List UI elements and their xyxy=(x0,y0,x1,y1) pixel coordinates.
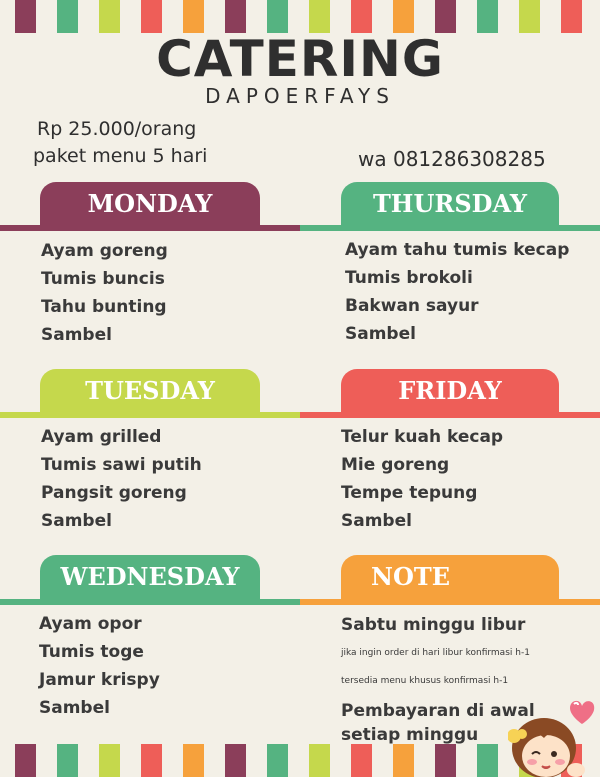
list-item: Sambel xyxy=(39,698,110,718)
list-item: Pangsit goreng xyxy=(41,483,187,503)
note-item: Sabtu minggu libur xyxy=(341,615,526,635)
note-item: setiap minggu xyxy=(341,725,479,745)
note-list xyxy=(341,611,535,749)
wednesday-menu-list xyxy=(39,610,160,722)
stripe-block xyxy=(99,744,120,777)
stripe-block xyxy=(519,0,540,33)
stripe-block xyxy=(57,0,78,33)
wednesday-header: WEDNESDAY xyxy=(40,555,260,603)
stripe-block xyxy=(183,0,204,33)
stripe-block xyxy=(267,744,288,777)
note-small-text: tersedia menu khusus konfirmasi h-1 xyxy=(341,676,509,686)
note-small-text: jika ingin order di hari libur konfirmasi h-1 xyxy=(341,648,530,658)
cartoon-girl-heart-icon xyxy=(508,686,600,777)
note-item: Pembayaran di awal xyxy=(341,701,535,721)
stripe-block xyxy=(225,744,246,777)
list-item: Sambel xyxy=(41,325,112,345)
stripe-block xyxy=(309,0,330,33)
list-item: Ayam goreng xyxy=(41,241,168,261)
stripe-block xyxy=(15,0,36,33)
stripe-block xyxy=(435,0,456,33)
stripe-block xyxy=(57,744,78,777)
friday-menu-list xyxy=(341,423,503,535)
page-title: CATERING xyxy=(156,30,444,88)
list-item: Bakwan sayur xyxy=(345,296,479,316)
list-item: Ayam opor xyxy=(39,614,142,634)
list-item: Tumis sawi putih xyxy=(41,455,202,475)
list-item: Tempe tepung xyxy=(341,483,478,503)
list-item: Jamur krispy xyxy=(39,670,160,690)
list-item: Tumis buncis xyxy=(41,269,165,289)
thursday-menu-list xyxy=(345,236,569,348)
whatsapp-contact: wa 081286308285 xyxy=(358,147,546,171)
package-text: paket menu 5 hari xyxy=(33,145,208,167)
stripe-block xyxy=(267,0,288,33)
price-text: Rp 25.000/orang xyxy=(37,118,197,140)
list-item: Ayam tahu tumis kecap xyxy=(345,240,570,260)
brand-subtitle: DAPOERFAYS xyxy=(205,84,395,108)
list-item: Telur kuah kecap xyxy=(341,427,504,447)
tuesday-header: TUESDAY xyxy=(40,369,260,417)
list-item: Tumis brokoli xyxy=(345,268,473,288)
monday-header: MONDAY xyxy=(40,182,260,230)
top-stripe-border xyxy=(0,0,600,33)
friday-header: FRIDAY xyxy=(341,369,559,417)
stripe-block xyxy=(141,744,162,777)
stripe-block xyxy=(477,0,498,33)
stripe-block xyxy=(351,0,372,33)
list-item: Sambel xyxy=(341,511,412,531)
stripe-block xyxy=(393,0,414,33)
list-item: Tumis toge xyxy=(39,642,144,662)
stripe-block xyxy=(561,0,582,33)
stripe-block xyxy=(141,0,162,33)
list-item: Ayam grilled xyxy=(41,427,162,447)
list-item: Tahu bunting xyxy=(41,297,167,317)
list-item: Sambel xyxy=(345,324,416,344)
thursday-header: THURSDAY xyxy=(341,182,559,230)
stripe-block xyxy=(309,744,330,777)
stripe-block xyxy=(99,0,120,33)
stripe-block xyxy=(225,0,246,33)
stripe-block xyxy=(15,744,36,777)
note-header: NOTE xyxy=(341,555,559,603)
stripe-block xyxy=(183,744,204,777)
list-item: Mie goreng xyxy=(341,455,450,475)
tuesday-menu-list xyxy=(41,423,202,535)
list-item: Sambel xyxy=(41,511,112,531)
monday-menu-list xyxy=(41,237,168,349)
